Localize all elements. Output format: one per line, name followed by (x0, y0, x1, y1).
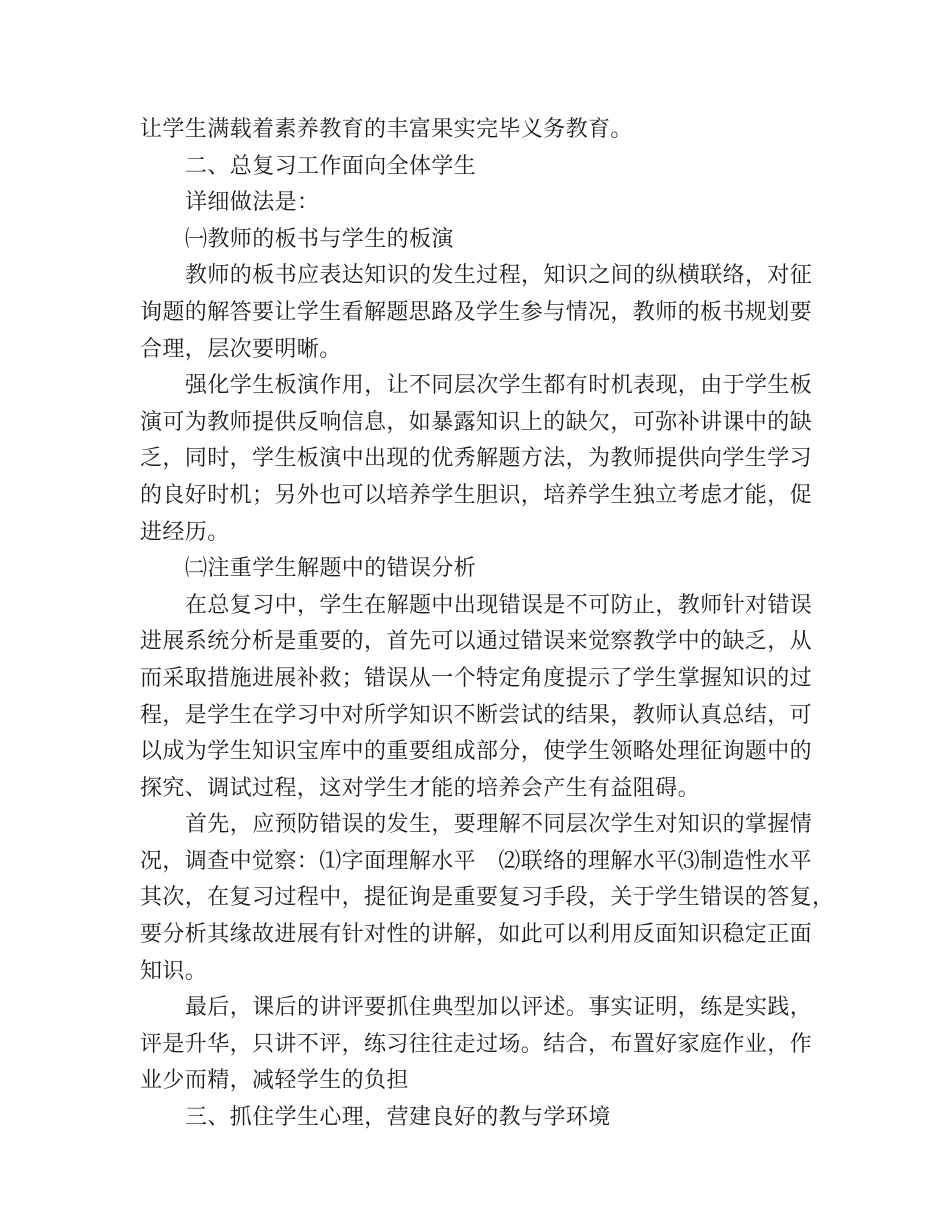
text-line: 让学生满载着素养教育的丰富果实完毕义务教育。 (140, 117, 633, 142)
text-line: 程，是学生在学习中对所学知识不断尝试的结果，教师认真总结，可 (140, 702, 813, 728)
document-body (140, 112, 835, 1137)
text-line: 知识。 (140, 958, 208, 984)
text-line: 强化学生板演作用，让不同层次学生都有时机表现，由于学生板 (185, 373, 813, 399)
text-line: 的良好时机；另外也可以培养学生胆识，培养学生独立考虑才能，促 (140, 482, 813, 508)
text-line: 以成为学生知识宝库中的重要组成部分，使学生领略处理征询题中的 (140, 739, 813, 765)
text-line: 首先，应预防错误的发生，要理解不同层次学生对知识的掌握情 (185, 812, 813, 838)
subsection-heading: ㈡注重学生解题中的错误分析 (185, 556, 477, 582)
text-line: 其次，在复习过程中，提征询是重要复习手段，关于学生错误的答复， (140, 885, 835, 911)
section-heading: 二、总复习工作面向全体学生 (185, 153, 477, 179)
subsection-heading: ㈠教师的板书与学生的板演 (185, 226, 454, 252)
text-line: 而采取措施进展补救；错误从一个特定角度提示了学生掌握知识的过 (140, 665, 813, 691)
text-line: 乏，同时，学生板演中出现的优秀解题方法，为教师提供向学生学习 (140, 446, 813, 472)
text-line: 演可为教师提供反响信息，如暴露知识上的缺欠，可弥补讲课中的缺 (140, 409, 813, 435)
text-line: 最后，课后的讲评要抓住典型加以评述。事实证明，练是实践， (185, 995, 813, 1021)
text-line: 业少而精，减轻学生的负担 (140, 1068, 409, 1094)
text-line: 教师的板书应表达知识的发生过程，知识之间的纵横联络，对征 (185, 263, 813, 289)
section-heading: 三、抓住学生心理，营建良好的教与学环境 (185, 1105, 611, 1131)
text-line: 询题的解答要让学生看解题思路及学生参与情况，教师的板书规划要 (140, 299, 813, 325)
text-line: 合理，层次要明晰。 (140, 336, 342, 362)
text-line: 况，调查中觉察：⑴字面理解水平 ⑵联络的理解水平⑶制造性水平 (140, 848, 813, 874)
text-line: 进展系统分析是重要的，首先可以通过错误来觉察教学中的缺乏，从 (140, 629, 813, 655)
text-line: 评是升华，只讲不评，练习往往走过场。结合，布置好家庭作业，作 (140, 1031, 813, 1057)
text-line: 进经历。 (140, 519, 230, 545)
text-line: 在总复习中，学生在解题中出现错误是不可防止，教师针对错误 (185, 592, 813, 618)
text-line: 要分析其缘故进展有针对性的讲解，如此可以利用反面知识稳定正面 (140, 922, 813, 948)
text-line: 探究、调试过程，这对学生才能的培养会产生有益阻碍。 (140, 775, 701, 801)
text-line: 详细做法是： (185, 190, 320, 216)
